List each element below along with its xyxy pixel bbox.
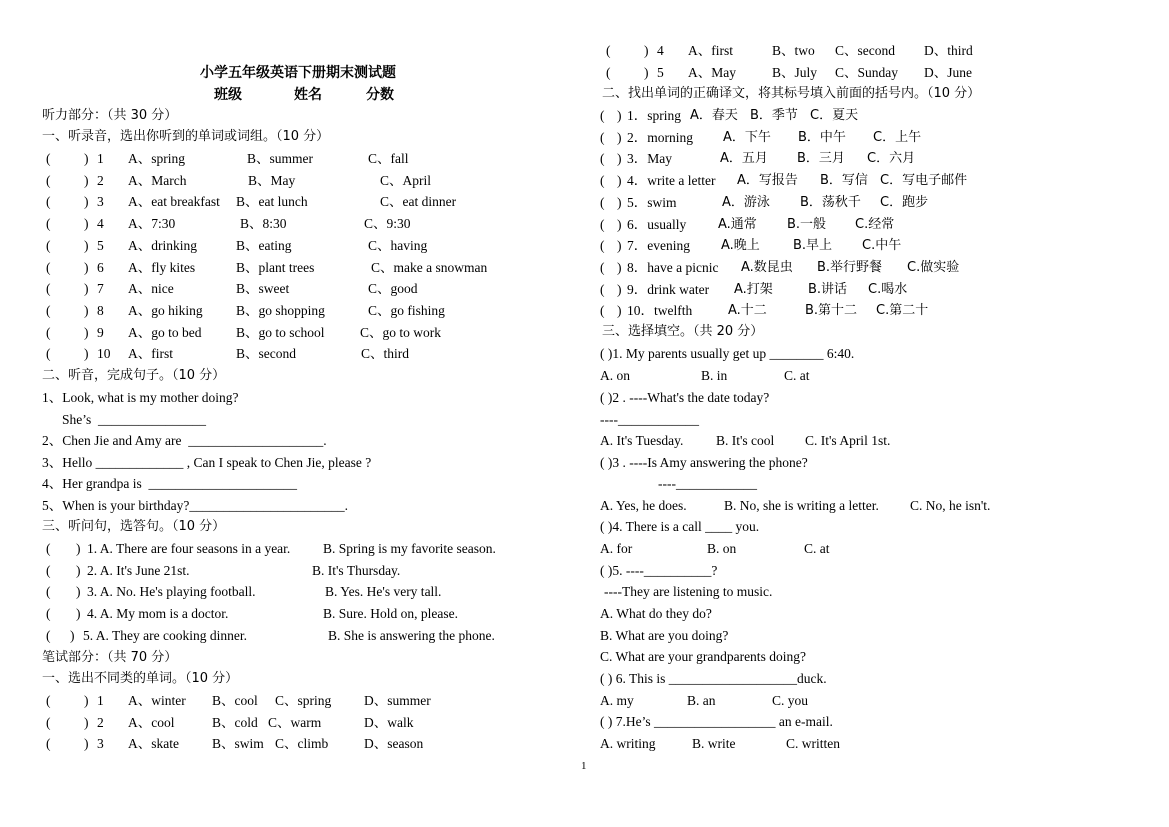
bracket-close: ) [76, 584, 81, 600]
bracket-close: ) [84, 693, 89, 708]
option: B. an [687, 693, 716, 708]
bracket-close: ) [84, 216, 89, 232]
writing-section1-heading: 一、选出不同类的单词。（10 分） [42, 671, 239, 686]
option-b: B、May [248, 172, 296, 188]
question-line: ( )1. My parents usually get up ________ 6:40. [600, 346, 855, 361]
option-a: A、nice [128, 281, 174, 297]
option: B. It's cool [716, 433, 775, 448]
bracket-close: ) [76, 541, 81, 556]
english-word: 1．spring [627, 108, 681, 123]
option-c: C、eat dinner [380, 194, 457, 210]
item-number: 1 [97, 693, 104, 708]
sentence-line: She’s ________________ [62, 412, 207, 427]
option-a: A、eat breakfast [128, 194, 220, 210]
bracket-close: ) [617, 238, 622, 254]
option: A. What do they do? [600, 606, 712, 621]
bracket-open: ( [46, 562, 51, 578]
option-a: A、first [128, 346, 173, 362]
translation-a: A．下午 [723, 129, 771, 145]
english-word: 10．twelfth [627, 303, 693, 319]
item-number: 3 [97, 736, 104, 752]
answer-bracket-l1-8[interactable] [60, 324, 80, 340]
bracket-open: ( [46, 693, 51, 708]
option-c: C、second [835, 43, 895, 58]
english-word: 6．usually [627, 216, 687, 232]
option: C. No, he isn't. [910, 498, 991, 513]
option-d: D、summer [364, 693, 431, 708]
item-number: 4 [97, 216, 104, 232]
option-a: A、go to bed [128, 324, 202, 340]
answer-bracket-l1-3[interactable] [60, 215, 80, 231]
english-word: 2．morning [627, 129, 693, 145]
answer-bracket-w1-4[interactable] [620, 64, 640, 80]
option-a: A、go hiking [128, 302, 203, 318]
translation-b: B．荡秋千 [800, 194, 861, 210]
bracket-close: ) [617, 194, 622, 210]
listening-heading: 听力部分：（共 30 分） [42, 108, 178, 123]
sentence-line: 5、When is your birthday?_______________________. [42, 498, 348, 513]
translation-c: C．跑步 [880, 194, 929, 210]
option-b: B. Sure. Hold on, please. [323, 606, 458, 622]
item-number: 5 [657, 64, 664, 80]
item-number: 7 [97, 281, 104, 297]
sentence-line: 3、Hello _____________ , Can I speak to Chen Jie, please ? [42, 455, 372, 470]
option-c: C、having [368, 237, 428, 253]
translation-c: C．六月 [867, 151, 916, 167]
bracket-close: ) [84, 194, 89, 210]
option: B. What are you doing? [600, 628, 729, 643]
item-number: 9 [97, 324, 104, 340]
option-a: 3. A. No. He's playing football. [87, 584, 256, 600]
option: C. at [804, 541, 830, 556]
bracket-open: ( [46, 172, 51, 188]
answer-bracket-l3-3[interactable] [56, 605, 76, 621]
option-c: C、9:30 [364, 216, 411, 232]
translation-c: C．写电子邮件 [880, 173, 968, 189]
bracket-close: ) [617, 108, 622, 123]
option-b: B、go shopping [236, 302, 325, 318]
answer-bracket-l1-4[interactable] [60, 237, 80, 253]
item-number: 2 [97, 714, 104, 730]
bracket-open: ( [600, 129, 605, 145]
option-d: D、walk [364, 714, 414, 730]
item-number: 1 [97, 151, 104, 166]
option-b: B、summer [247, 151, 313, 166]
page-number: 1 [581, 760, 587, 772]
answer-bracket-l1-1[interactable] [60, 172, 80, 188]
english-word: 4．write a letter [627, 173, 716, 189]
english-word: 5．swim [627, 194, 677, 210]
option-a: A、skate [128, 736, 179, 752]
option: A. Yes, he does. [600, 498, 687, 513]
option-b: B、plant trees [236, 259, 315, 275]
translation-b: B.讲话 [808, 281, 848, 297]
answer-bracket-l3-0[interactable] [56, 540, 76, 556]
option-a: 2. A. It's June 21st. [87, 562, 190, 578]
sentence-line: 1、Look, what is my mother doing? [42, 390, 239, 405]
bracket-close: ) [76, 606, 81, 622]
option-b: B. Spring is my favorite season. [323, 541, 496, 556]
translation-c: C.中午 [862, 238, 902, 254]
answer-bracket-w1-0[interactable] [60, 692, 80, 708]
translation-c: C.第二十 [876, 303, 929, 319]
answer-bracket-w1-2[interactable] [60, 735, 80, 751]
bracket-open: ( [600, 303, 605, 319]
bracket-open: ( [600, 281, 605, 297]
option-a: A、7:30 [128, 216, 176, 232]
translation-a: A．五月 [720, 151, 768, 167]
bracket-close: ) [76, 562, 81, 578]
bracket-close: ) [644, 43, 649, 58]
writing-section3-heading: 三、选择填空。（共 20 分） [602, 324, 764, 339]
translation-c: C.做实验 [907, 259, 960, 275]
translation-b: B.举行野餐 [817, 259, 883, 275]
option-a: 4. A. My mom is a doctor. [87, 606, 229, 622]
translation-b: B．三月 [797, 151, 845, 167]
translation-a: A.通常 [718, 216, 757, 232]
option-b: B、two [772, 43, 815, 58]
question-line: ( )2 . ----What's the date today? [600, 390, 770, 405]
answer-bracket-w1-3[interactable] [620, 42, 640, 58]
bracket-open: ( [46, 606, 51, 622]
question-line: ( ) 6. This is ___________________duck. [600, 671, 827, 686]
option: C. written [786, 736, 840, 751]
option-a: A、May [688, 64, 736, 80]
sentence-line: 4、Her grandpa is ______________________ [42, 476, 297, 491]
answer-bracket-l3-1[interactable] [56, 562, 76, 578]
item-number: 8 [97, 302, 104, 318]
bracket-open: ( [46, 736, 51, 752]
translation-b: B.第十二 [805, 303, 858, 319]
option-c: C、April [380, 172, 432, 188]
bracket-open: ( [46, 346, 51, 362]
english-word: 7．evening [627, 238, 690, 254]
item-number: 6 [97, 259, 104, 275]
option-d: D、third [924, 43, 973, 58]
option-b: B、swim [212, 736, 264, 752]
bracket-open: ( [46, 302, 51, 318]
listening-section1-heading: 一、听录音，选出你听到的单词或词组。（10 分） [42, 129, 330, 144]
answer-bracket-l1-7[interactable] [60, 302, 80, 318]
bracket-close: ) [617, 173, 622, 189]
bracket-open: ( [46, 259, 51, 275]
answer-bracket-l1-2[interactable] [60, 193, 80, 209]
answer-bracket-l1-5[interactable] [60, 259, 80, 275]
english-word: 3．May [627, 151, 672, 167]
answer-bracket-l3-2[interactable] [56, 583, 76, 599]
option-b: B、cold [212, 714, 258, 730]
score-field-label: 分数 [366, 87, 394, 103]
bracket-close: ) [617, 281, 622, 297]
bracket-close: ) [617, 151, 622, 167]
option-b: B、cool [212, 693, 258, 708]
item-number: 5 [97, 237, 104, 253]
name-field-label: 姓名 [294, 87, 322, 103]
class-field-label: 班级 [214, 87, 242, 103]
item-number: 4 [657, 43, 664, 58]
bracket-close: ) [84, 302, 89, 318]
bracket-open: ( [600, 108, 605, 123]
english-word: 8．have a picnic [627, 259, 719, 275]
answer-blank: ----____________ [658, 476, 757, 491]
option-c: C、good [368, 281, 418, 297]
bracket-close: ) [84, 172, 89, 188]
option: A. It's Tuesday. [600, 433, 684, 448]
bracket-close: ) [84, 714, 89, 730]
translation-b: B．季节 [750, 108, 798, 123]
translation-a: A.打架 [734, 281, 773, 297]
bracket-close: ) [84, 259, 89, 275]
option-c: C、warm [268, 714, 322, 730]
bracket-close: ) [84, 151, 89, 166]
bracket-open: ( [46, 714, 51, 730]
item-number: 3 [97, 194, 104, 210]
option-c: C、go fishing [368, 302, 445, 318]
translation-a: A．游泳 [722, 194, 770, 210]
question-line: ( )4. There is a call ____ you. [600, 519, 760, 534]
bracket-open: ( [46, 627, 51, 643]
option-a: A、winter [128, 693, 186, 708]
bracket-open: ( [46, 584, 51, 600]
bracket-open: ( [606, 43, 611, 58]
option: B. on [707, 541, 737, 556]
option-b: B、8:30 [240, 216, 287, 232]
writing-section2-heading: 二、找出单词的正确译文，将其标号填入前面的括号内。（10 分） [602, 86, 981, 101]
translation-b: B．中午 [798, 129, 846, 145]
option: C. What are your grandparents doing? [600, 649, 806, 664]
option: C. It's April 1st. [805, 433, 891, 448]
option-c: C、fall [368, 151, 409, 166]
answer-bracket-l1-9[interactable] [60, 345, 80, 361]
item-number: 2 [97, 172, 104, 188]
bracket-open: ( [46, 194, 51, 210]
option-b: B、July [772, 64, 818, 80]
bracket-open: ( [46, 237, 51, 253]
option: B. No, she is writing a letter. [724, 498, 879, 513]
translation-a: A.晚上 [721, 238, 760, 254]
option: B. in [701, 368, 728, 383]
sentence-line: 2、Chen Jie and Amy are ____________________. [42, 433, 327, 448]
bracket-open: ( [600, 173, 605, 189]
option-a: A、March [128, 172, 187, 188]
bracket-open: ( [46, 541, 51, 556]
option-a: A、first [688, 43, 733, 58]
answer-blank: ----____________ [600, 412, 699, 427]
option: A. for [600, 541, 633, 556]
option-c: C、make a snowman [371, 259, 488, 275]
option-b: B. She is answering the phone. [328, 627, 495, 643]
bracket-open: ( [600, 216, 605, 232]
bracket-open: ( [46, 151, 51, 166]
option: B. write [692, 736, 736, 751]
option: A. on [600, 368, 630, 383]
question-line: ( )3 . ----Is Amy answering the phone? [600, 455, 808, 470]
option-a: A、spring [128, 151, 185, 166]
option-a: A、fly kites [128, 259, 196, 275]
bracket-close: ) [617, 129, 622, 145]
option-a: A、drinking [128, 237, 197, 253]
answer-bracket-l1-6[interactable] [60, 280, 80, 296]
bracket-open: ( [46, 324, 51, 340]
option-c: C、spring [275, 693, 332, 708]
bracket-open: ( [46, 281, 51, 297]
bracket-close: ) [617, 259, 622, 275]
option-d: D、season [364, 736, 424, 752]
bracket-close: ) [617, 216, 622, 232]
translation-a: A．春天 [690, 108, 738, 123]
bracket-close: ) [70, 627, 75, 643]
answer-line: ----They are listening to music. [604, 584, 773, 599]
bracket-close: ) [84, 237, 89, 253]
translation-b: B．写信 [820, 173, 868, 189]
bracket-close: ) [84, 736, 89, 752]
option-d: D、June [924, 64, 972, 80]
translation-b: B.早上 [793, 238, 833, 254]
bracket-open: ( [606, 64, 611, 80]
option-a: 1. A. There are four seasons in a year. [87, 541, 291, 556]
translation-a: A.十二 [728, 303, 767, 319]
option-a: A、cool [128, 714, 175, 730]
option-c: C、climb [275, 736, 329, 752]
bracket-open: ( [600, 194, 605, 210]
item-number: 10 [97, 346, 111, 362]
option: A. writing [600, 736, 656, 751]
bracket-close: ) [84, 324, 89, 340]
option: C. at [784, 368, 810, 383]
bracket-open: ( [600, 238, 605, 254]
option-b: B. It's Thursday. [312, 562, 401, 578]
translation-a: A.数昆虫 [741, 259, 793, 275]
option: A. my [600, 693, 634, 708]
question-line: ( )5. ----__________? [600, 563, 718, 578]
option-b: B、eating [236, 237, 292, 253]
translation-c: C．夏天 [810, 108, 859, 123]
bracket-close: ) [644, 64, 649, 80]
listening-section3-heading: 三、听问句，选答句。（10 分） [42, 519, 226, 534]
bracket-open: ( [600, 151, 605, 167]
translation-c: C.经常 [855, 216, 895, 232]
option-b: B、go to school [236, 324, 325, 340]
option-c: C、third [361, 346, 410, 362]
option-c: C、Sunday [835, 64, 899, 80]
english-word: 9．drink water [627, 281, 710, 297]
bracket-close: ) [84, 346, 89, 362]
listening-section2-heading: 二、听音，完成句子。（10 分） [42, 368, 226, 383]
translation-c: C.喝水 [868, 281, 908, 297]
translation-a: A．写报告 [737, 173, 798, 189]
bracket-close: ) [617, 303, 622, 319]
bracket-close: ) [84, 281, 89, 297]
translation-c: C．上午 [873, 129, 922, 145]
writing-heading: 笔试部分：（共 70 分） [42, 650, 178, 665]
question-line: ( ) 7.He’s __________________ an e-mail. [600, 714, 833, 729]
option-a: 5. A. They are cooking dinner. [83, 627, 247, 643]
option-b: B、eat lunch [236, 194, 308, 210]
bracket-open: ( [46, 216, 51, 232]
translation-b: B.一般 [787, 216, 827, 232]
answer-bracket-l1-0[interactable] [60, 150, 80, 166]
option-b: B、second [236, 346, 296, 362]
option: C. you [772, 693, 809, 708]
option-c: C、go to work [360, 324, 441, 340]
bracket-open: ( [600, 259, 605, 275]
answer-bracket-w1-1[interactable] [60, 714, 80, 730]
option-b: B、sweet [236, 281, 290, 297]
exam-title: 小学五年级英语下册期末测试题 [200, 65, 396, 81]
option-b: B. Yes. He's very tall. [325, 584, 442, 600]
